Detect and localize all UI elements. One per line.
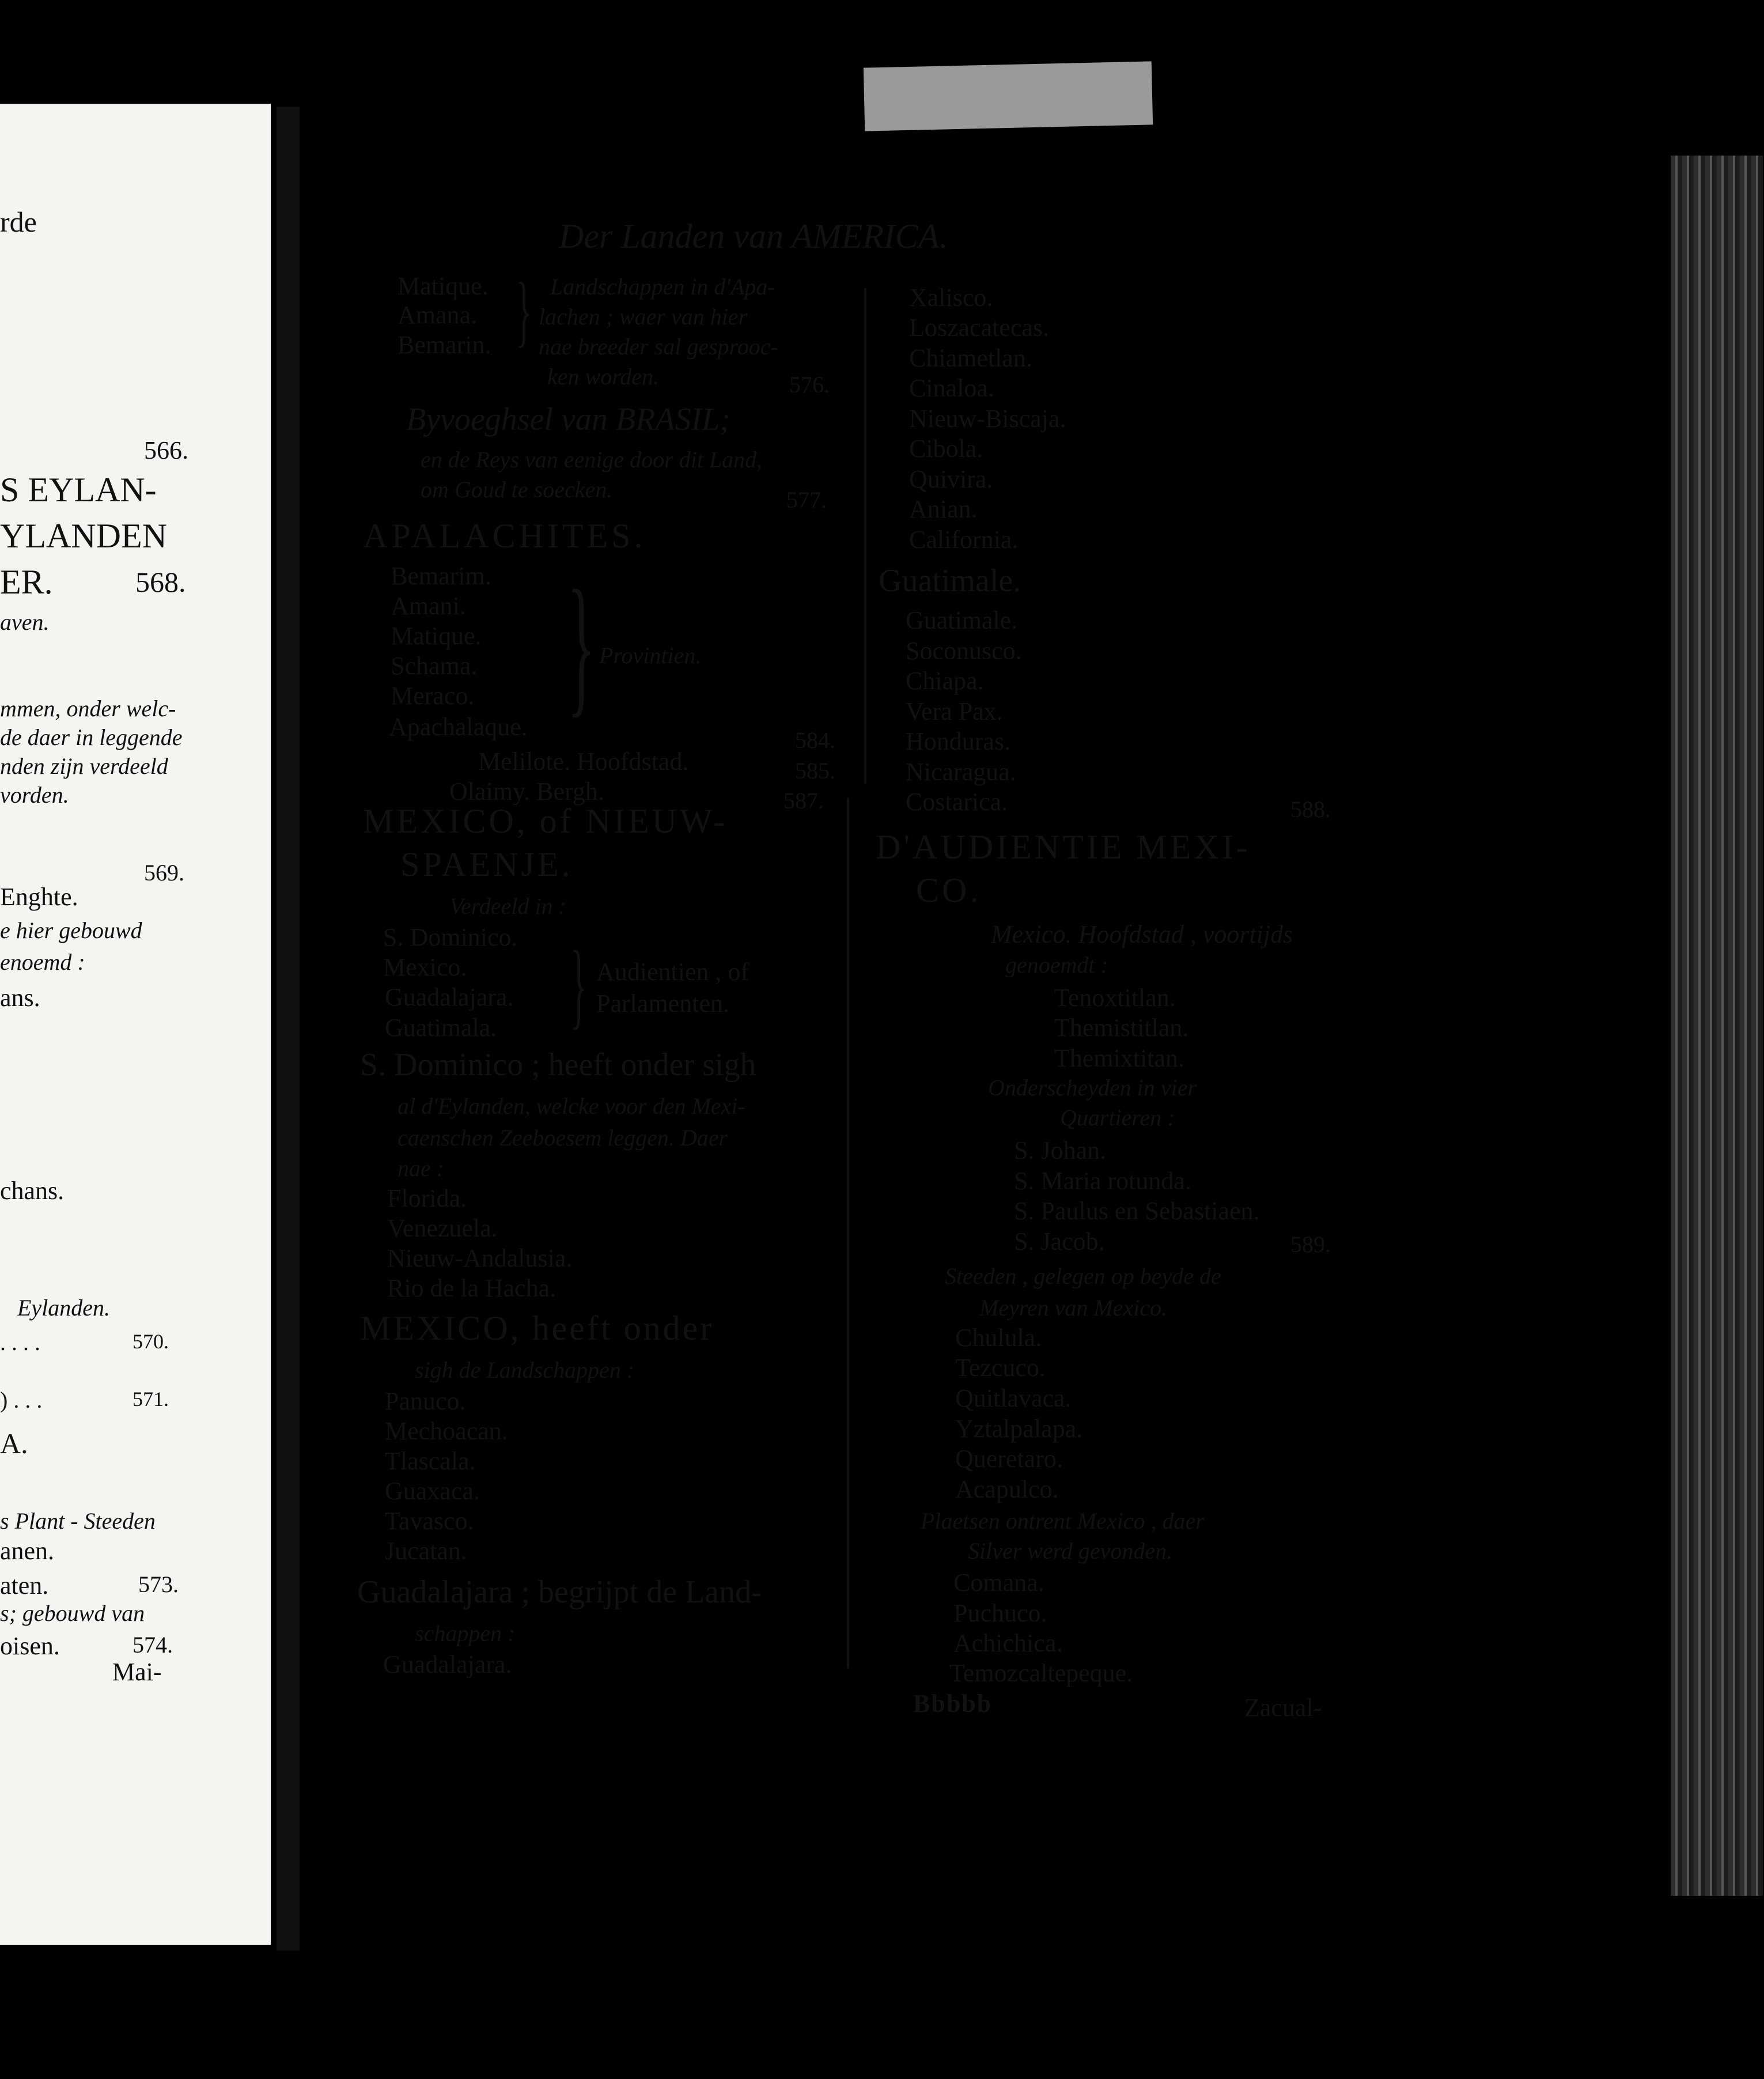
left-line: . . . . [0,1329,40,1355]
quartier-item: S. Maria rotunda. [1014,1167,1191,1195]
mexico2-item: Jucatan. [385,1537,467,1565]
left-line: rde [0,206,37,238]
left-line: s Plant - Steeden [0,1508,156,1534]
paper-tab [864,61,1153,131]
col2-item: Nieuw-Biscaja. [909,405,1066,433]
steeden-item: Queretaro. [955,1445,1063,1473]
page-number: 584. [795,727,835,753]
guatimale-item: Nicaragua. [906,758,1016,786]
verdeeld: Verdeeld in : [449,893,566,919]
left-line: ER. [0,563,53,601]
division-item: S. Dominico. [383,923,518,951]
left-line: ) . . . [0,1387,43,1413]
mexico2-item: Mechoacan. [385,1417,508,1445]
dominico-heading: S. Dominico ; heeft onder sigh [360,1047,756,1083]
left-line: S EYLAN- [0,471,157,509]
plaetsen-item: Temozcaltepeque. [949,1659,1133,1687]
audientie-heading: D'AUDIENTIE MEXI- [876,828,1251,866]
apalachites-item: Meraco. [391,682,475,710]
division-item: Guadalajara. [385,983,514,1011]
left-page-number: 573. [138,1571,179,1597]
left-line: Enghte. [0,883,78,911]
quartier-item: S. Paulus en Sebastiaen. [1014,1197,1260,1225]
melilote: Melilote. Hoofdstad. [478,747,689,776]
page-number: 576. [789,372,830,398]
quartier-item: S. Johan. [1014,1136,1107,1165]
left-line: mmen, onder welc- [0,695,176,721]
catchword: Zacual- [1244,1694,1322,1722]
left-line: Eylanden. [17,1295,111,1321]
left-line: de daer in leggende [0,724,183,750]
plaetsen-text: Silver werd gevonden. [968,1538,1173,1564]
signature-mark: Bbbbb [913,1689,993,1718]
dominico-item: Florida. [387,1184,467,1212]
col2-item: Loszacatecas. [909,313,1050,342]
apalachites-heading: APALACHITES. [363,517,646,555]
guadalajara-item: Guadalajara. [383,1650,512,1679]
genoemdt: genoemdt : [1005,952,1108,978]
plaetsen-item: Comana. [953,1568,1044,1597]
left-line: chans. [0,1177,65,1205]
col2-item: Cibola. [909,434,983,463]
col2-item: Cinaloa. [909,374,994,402]
onderscheyden: Onderscheyden in vier [988,1075,1197,1101]
brace: } [516,267,532,354]
steeden-item: Acapulco. [955,1475,1059,1503]
page-number: 589. [1290,1231,1331,1257]
steeden-text: Meyren van Mexico. [979,1295,1168,1321]
guatimale-item: Soconusco. [906,637,1022,665]
apalachites-item: Schama. [391,652,478,680]
dominico-item: Venezuela. [387,1214,498,1242]
audientie-heading: CO. [916,871,982,909]
left-page-number: 571. [133,1388,169,1411]
left-page-number: 569. [144,860,184,886]
page-number: 587. [783,788,824,814]
mexico-heading: MEXICO, of NIEUW- [363,802,728,840]
column-rule [864,288,866,784]
steeden-item: Yztalpalapa. [955,1415,1083,1443]
apalachites-item: Amani. [391,592,466,620]
left-line: anen. [0,1537,55,1565]
quartier-item: S. Jacob. [1014,1227,1105,1256]
byvoeghsel-heading: Byvoeghsel van BRASIL; [406,402,730,437]
onderscheyden: Quartieren : [1060,1105,1175,1131]
dominico-text: caenschen Zeeboesem leggen. Daer [398,1125,728,1151]
division-item: Guatimala. [385,1014,497,1042]
left-page-number: 570. [133,1330,169,1353]
byvoeghsel-text: om Goud te soecken. [421,477,613,502]
mexico-heading: SPAENJE. [400,845,573,883]
intro-name: Matique. [398,272,489,300]
mexico2-item: Guaxaca. [385,1477,480,1505]
guatimale-item: Honduras. [906,727,1011,755]
intro-text: lachen ; waer van hier [539,304,748,330]
division-item: Mexico. [383,953,467,981]
guatimale-item: Guatimale. [906,606,1018,634]
left-line: s; gebouwd van [0,1600,145,1626]
left-line: ans. [0,984,40,1012]
left-line: aten. [0,1571,49,1600]
left-line: enoemd : [0,949,85,975]
steeden-item: Tezcuco. [955,1354,1046,1382]
apalachites-item: Apachalaque. [389,713,528,741]
left-line: nden zijn verdeeld [0,753,168,779]
byvoeghsel-text: en de Reys van eenige door dit Land, [421,447,763,472]
dominico-text: al d'Eylanden, welcke voor den Mexi- [398,1093,745,1119]
left-line: oisen. [0,1632,60,1660]
guatimale-item: Costarica. [906,788,1008,816]
steeden-text: Steeden , gelegen op beyde de [945,1263,1221,1289]
dominico-item: Rio de la Hacha. [387,1274,557,1302]
brace: } [570,931,587,1038]
intro-text: Landschappen in d'Apa- [550,274,775,300]
left-line: e hier gebouwd [0,917,142,943]
plaetsen-text: Plaetsen ontrent Mexico , daer [921,1508,1205,1534]
mexico2-item: Tlascala. [385,1447,476,1475]
mexico2-subheading: sigh de Landschappen : [415,1357,635,1383]
book-gutter [277,107,300,1951]
left-line: A. [0,1427,28,1460]
mexico2-item: Panuco. [385,1387,466,1415]
left-page-number: 566. [144,436,188,464]
brace: } [567,558,595,731]
mexico2-heading: MEXICO, heeft onder [360,1309,714,1347]
col2-item: Anian. [909,495,978,523]
guatimale-item: Chiapa. [906,667,984,695]
plaetsen-item: Achichica. [953,1629,1063,1657]
mexico-hoofdstad: Mexico. Hoofdstad , voortijds [991,920,1293,948]
page-number: 585. [795,758,835,784]
intro-text: ken worden. [547,364,660,390]
page-number: 577. [786,487,827,513]
page-edges [1671,156,1763,1896]
old-name: Tenoxtitlan. [1054,984,1176,1012]
left-line: aven. [0,609,50,635]
page-number: 588. [1290,796,1331,822]
running-title: Der Landen van AMERICA. [559,217,948,255]
col2-item: Xalisco. [909,284,993,312]
old-name: Themixtitan. [1054,1044,1185,1072]
guadalajara-heading: Guadalajara ; begrijpt de Land- [357,1574,762,1610]
old-name: Themistitlan. [1054,1014,1189,1042]
intro-name: Bemarin. [398,331,491,359]
dominico-item: Nieuw-Andalusia. [387,1244,573,1272]
intro-name: Amana. [398,301,478,329]
plaetsen-item: Puchuco. [953,1599,1047,1627]
left-page-number: 574. [133,1632,173,1658]
guadalajara-subheading: schappen : [415,1620,516,1646]
mexico2-item: Tavasco. [385,1507,474,1535]
col2-item: Chiametlan. [909,344,1032,372]
intro-text: nae breeder sal gesprooc- [539,334,778,360]
apalachites-item: Matique. [391,622,482,650]
steeden-item: Quitlavaca. [955,1384,1072,1412]
column-rule [847,798,849,1668]
olaimy: Olaimy. Bergh. [449,777,604,806]
col2-item: California. [909,526,1019,554]
guatimale-heading: Guatimale. [879,563,1021,599]
guatimale-item: Vera Pax. [906,697,1003,725]
audientien: Audientien , of [596,958,749,986]
steeden-item: Chulula. [955,1324,1042,1352]
provintien-label: Provintien. [599,642,702,668]
left-line: vorden. [0,782,69,808]
left-line: YLANDEN [0,517,167,555]
apalachites-item: Bemarim. [391,562,491,590]
dominico-text: nae : [398,1155,445,1181]
left-catchword: Mai- [112,1658,162,1686]
left-page-number: 568. [135,566,186,598]
audientien: Parlamenten. [596,989,729,1018]
col2-item: Quivira. [909,465,993,493]
